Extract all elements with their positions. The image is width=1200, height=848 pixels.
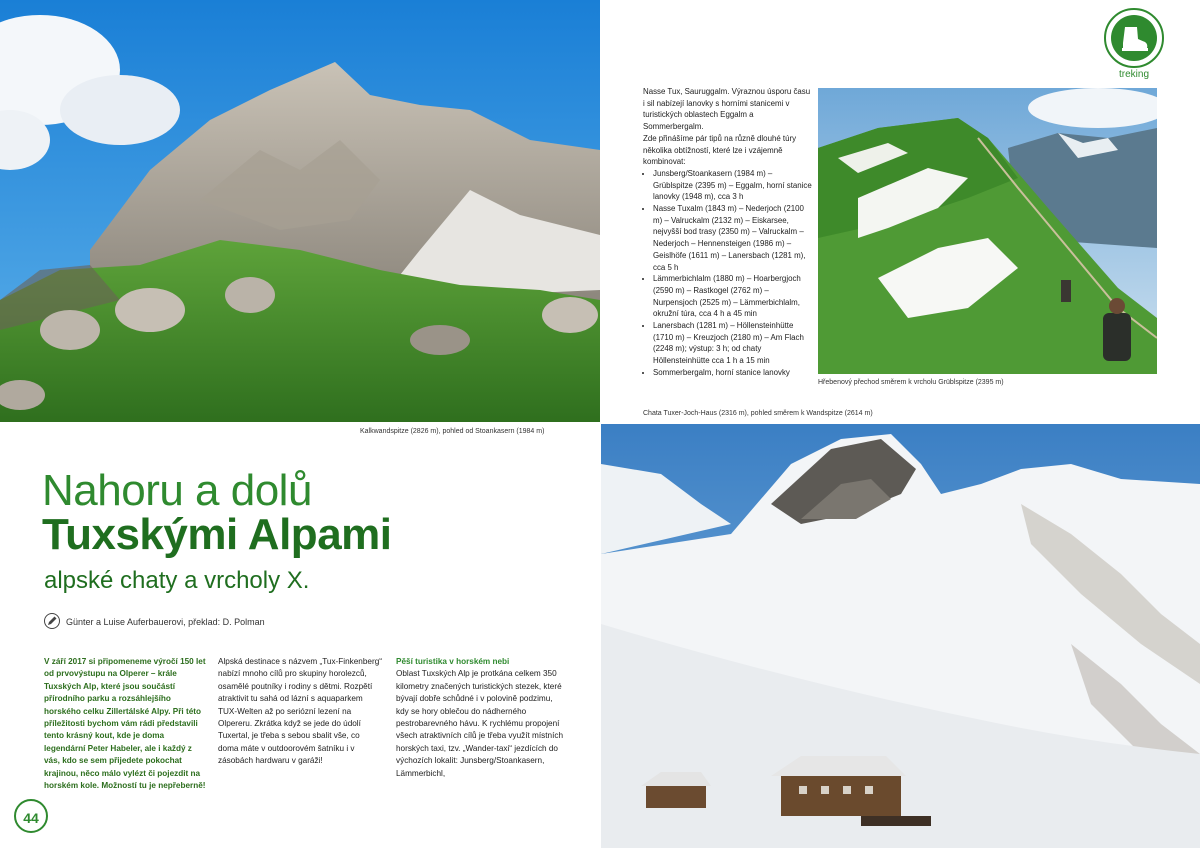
column-2-text: Alpská destinace s názvem „Tux-Finkenberg“ nabízí mnoho cílů pro skupiny horolezců, osamělé poutníky i rodiny s dětmi. Rozpětí atraktivit tu sahá od lázní s aquaparkem TUX-Welten až po seriózní lezení na Olpereru. Zkrátka když se jede do údolí Tuxertal, je třeba s sebou sbalit vše, co doma máte v outdoorovém šatníku i v zásobách hardwaru v garáži! (218, 657, 382, 766)
section-heading: Pěší turistika v horském nebi (396, 657, 510, 666)
right-intro: Nasse Tux, Sauruggalm. Výraznou úsporu času i sil nabízejí lanovky s horními stanicemi v turistických oblastech Eggalm a Sommerbergalm. (643, 87, 811, 132)
list-item: • Lanersbach (1281 m) – Höllensteinhütte (1710 m) – Kreuzjoch (2180 m) – Am Flach (2248 m); výstup: 3 h; od chaty Höllensteinhütte cca 1 h a 15 min (653, 320, 813, 367)
treking-badge (1104, 8, 1164, 68)
photo-kalkwandspitze (0, 0, 600, 422)
section-tag: treking (1118, 69, 1149, 80)
body-column-3 (396, 656, 566, 780)
list-item: • Nasse Tuxalm (1843 m) – Nederjoch (2100 m) – Valruckalm (2132 m) – Eiskarsee, nejvyšší bod trasy (2350 m) – Valruckalm – Nederjoch – Hennensteigen (1986 m) – Geislhöfe (1611 m) – Lanersbach (1281 m), cca 5 h (653, 203, 813, 273)
route-list (643, 168, 813, 379)
list-item: • Junsberg/Stoankasern (1984 m) – Grüblspitze (2395 m) – Eggalm, horní stanice lanovky (1948 m), cca 3 h (653, 168, 813, 203)
lead-paragraph: V září 2017 si připomeneme výročí 150 let od prvovýstupu na Olperer – krále Tuxských Alp, které jsou součástí přírodního parku a rozsáhlejšího horského celku Zillertálské Alpy. Při této příležitosti bychom vám rádi představili tento krásný kout, kde je doma legendární Peter Habeler, ale i každý z vás, kdo se sem přijedete pokochat krajinou, něco málo vylézt či pojezdit na horském kole. Možností tu je nepřeberně! (44, 657, 206, 791)
caption-photo-bottom-right: Chata Tuxer-Joch-Haus (2316 m), pohled směrem k Wandspitze (2614 m) (643, 410, 873, 417)
article-subtitle: alpské chaty a vrcholy X. (44, 567, 310, 594)
caption-photo-top-left: Kalkwandspitze (2826 m), pohled od Stoankasern (1984 m) (360, 428, 545, 435)
body-column-1 (44, 656, 206, 792)
column-3-text: Oblast Tuxských Alp je protkána celkem 350 kilometry značených turistických stezek, které bývají dobře schůdné i v polovině podzimu, kdy se hory oblečou do nádherného pestrobarevného hávu. K rychlému propojení všech atraktivních cílů je třeba využít místních horských taxi, tzv. „Wander-taxi“ jezdících do výchozích lokalit: Junsberg/Stoankasern, Lämmerbichl, (396, 669, 564, 778)
article-title-line1: Nahoru a dolů (42, 466, 312, 515)
photo-grueblspitze-ridge (818, 88, 1157, 374)
body-column-2 (218, 656, 382, 768)
article-title-line2: Tuxskými Alpami (42, 510, 392, 559)
hiking-boot-icon (1111, 15, 1157, 61)
photo-tuxer-joch-haus (601, 424, 1200, 848)
list-item: • Lämmerbichlalm (1880 m) – Hoarbergjoch (2590 m) – Rastkogel (2762 m) – Nurpensjoch (2525 m) – Lämmerbichlalm, okružní túra, cca 4 h a 45 min (653, 273, 813, 320)
right-intro-2: Zde přinášíme pár tipů na různě dlouhé túry několika obtížností, které lze i vzájemně kombinovat: (643, 133, 797, 167)
caption-photo-top-right: Hřebenový přechod směrem k vrcholu Grüblspitze (2395 m) (818, 379, 1004, 386)
page-number: 44 (14, 799, 48, 833)
list-item: • Sommerbergalm, horní stanice lanovky (653, 367, 813, 379)
right-page-text (643, 86, 813, 379)
pen-icon (44, 613, 60, 629)
byline: Günter a Luise Auferbauerovi, překlad: D. Polman (66, 617, 265, 627)
